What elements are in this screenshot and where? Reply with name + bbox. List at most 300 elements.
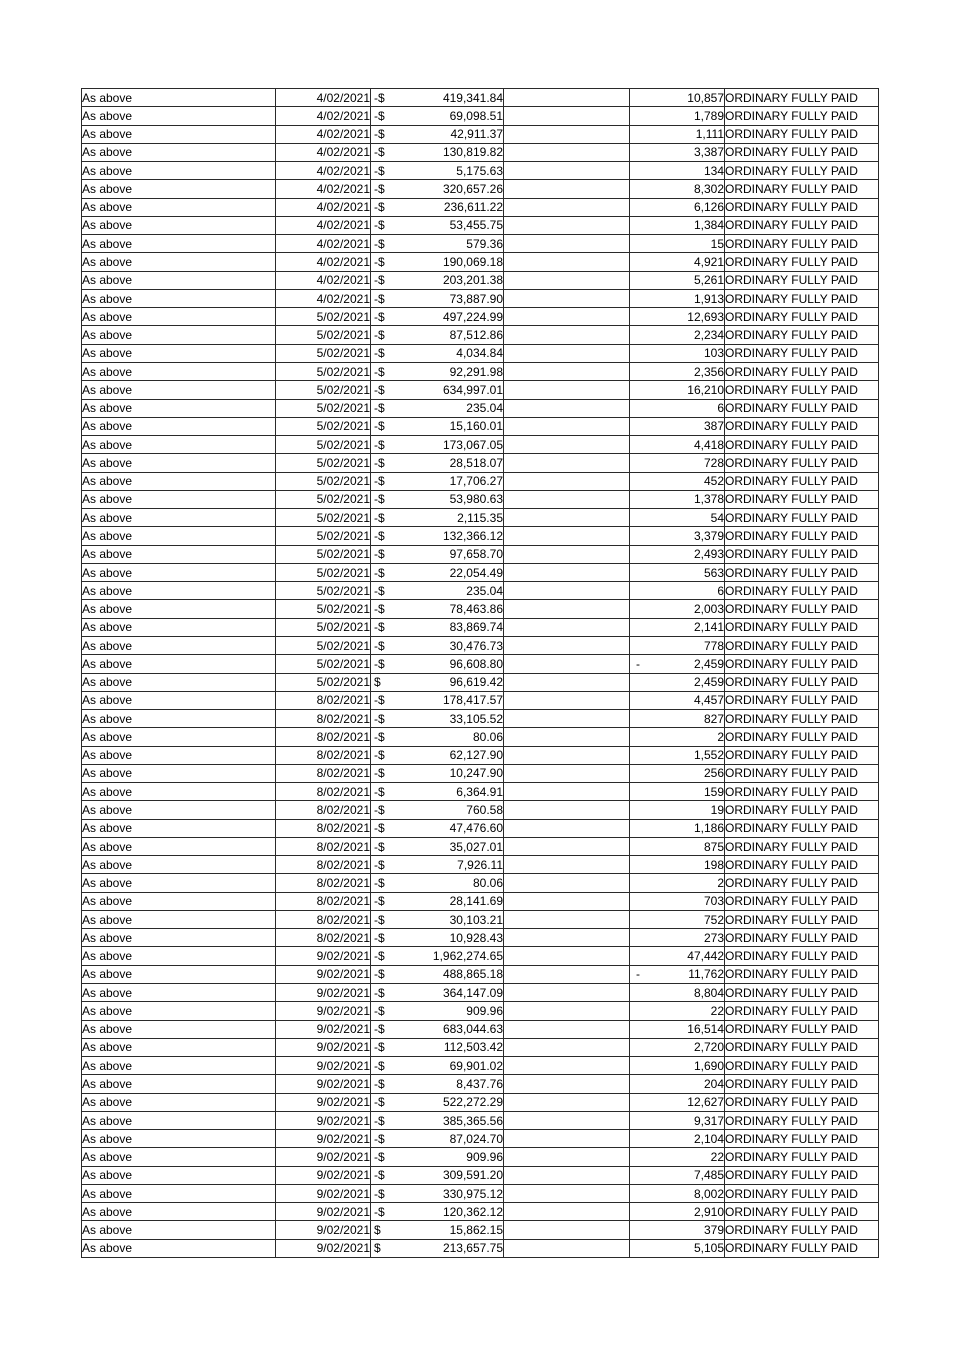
description-cell: As above [82, 728, 276, 746]
amount-cell [371, 198, 504, 216]
amount-value: 213,657.75 [442, 1241, 503, 1256]
security-type-cell: ORDINARY FULLY PAID [725, 874, 879, 892]
blank-cell [504, 892, 630, 910]
currency-sign: -$ [374, 236, 385, 251]
date-cell: 8/02/2021 [276, 783, 371, 801]
units-value: 12,693 [687, 309, 724, 324]
currency-sign: -$ [374, 1168, 385, 1183]
table-row [82, 947, 879, 965]
amount-cell [371, 965, 504, 983]
amount-cell [371, 344, 504, 362]
amount-cell [371, 417, 504, 435]
units-cell [630, 929, 725, 947]
amount-value: 320,657.26 [442, 181, 503, 196]
description-cell: As above [82, 417, 276, 435]
blank-cell [504, 107, 630, 125]
date-cell: 4/02/2021 [276, 107, 371, 125]
units-cell [630, 673, 725, 691]
units-cell [630, 655, 725, 673]
date-cell: 9/02/2021 [276, 1221, 371, 1239]
date-cell: 8/02/2021 [276, 892, 371, 910]
amount-cell [371, 600, 504, 618]
table-row [82, 892, 879, 910]
amount-value: 235.04 [466, 583, 503, 598]
description-cell: As above [82, 1239, 276, 1257]
units-cell [630, 545, 725, 563]
date-cell: 5/02/2021 [276, 436, 371, 454]
blank-cell [504, 783, 630, 801]
blank-cell [504, 362, 630, 380]
security-type-cell: ORDINARY FULLY PAID [725, 929, 879, 947]
table-row [82, 162, 879, 180]
blank-cell [504, 856, 630, 874]
amount-cell [371, 582, 504, 600]
table-row [82, 819, 879, 837]
amount-value: 87,512.86 [449, 328, 503, 343]
amount-cell [371, 1221, 504, 1239]
amount-cell [371, 655, 504, 673]
description-cell: As above [82, 929, 276, 947]
currency-sign: -$ [374, 200, 385, 215]
units-value: 16,210 [687, 382, 724, 397]
amount-value: 35,027.01 [449, 839, 503, 854]
units-value: 7,485 [693, 1168, 724, 1183]
date-cell: 8/02/2021 [276, 874, 371, 892]
description-cell: As above [82, 143, 276, 161]
amount-value: 909.96 [466, 1003, 503, 1018]
date-cell: 9/02/2021 [276, 947, 371, 965]
table-row [82, 436, 879, 454]
units-cell [630, 454, 725, 472]
date-cell: 5/02/2021 [276, 362, 371, 380]
table-row [82, 563, 879, 581]
units-cell [630, 636, 725, 654]
table-row [82, 308, 879, 326]
blank-cell [504, 764, 630, 782]
security-type-cell: ORDINARY FULLY PAID [725, 691, 879, 709]
date-cell: 4/02/2021 [276, 125, 371, 143]
units-value: 6 [717, 583, 724, 598]
units-cell [630, 1239, 725, 1257]
date-cell: 4/02/2021 [276, 216, 371, 234]
table-row [82, 143, 879, 161]
units-cell [630, 1093, 725, 1111]
units-cell [630, 527, 725, 545]
date-cell: 4/02/2021 [276, 271, 371, 289]
blank-cell [504, 381, 630, 399]
units-cell [630, 198, 725, 216]
units-cell [630, 490, 725, 508]
amount-value: 10,928.43 [449, 930, 503, 945]
currency-sign: -$ [374, 930, 385, 945]
units-value: 1,552 [693, 748, 724, 763]
description-cell: As above [82, 965, 276, 983]
security-type-cell: ORDINARY FULLY PAID [725, 1111, 879, 1129]
security-type-cell: ORDINARY FULLY PAID [725, 600, 879, 618]
security-type-cell: ORDINARY FULLY PAID [725, 527, 879, 545]
blank-cell [504, 1111, 630, 1129]
blank-cell [504, 673, 630, 691]
table-row [82, 582, 879, 600]
table-row [82, 253, 879, 271]
currency-sign: -$ [374, 291, 385, 306]
units-value: 54 [710, 510, 724, 525]
currency-sign: -$ [374, 912, 385, 927]
description-cell: As above [82, 618, 276, 636]
security-type-cell: ORDINARY FULLY PAID [725, 1093, 879, 1111]
description-cell: As above [82, 162, 276, 180]
date-cell: 5/02/2021 [276, 545, 371, 563]
share-transactions-table [81, 88, 879, 1258]
description-cell: As above [82, 271, 276, 289]
blank-cell [504, 929, 630, 947]
table-row [82, 746, 879, 764]
blank-cell [504, 947, 630, 965]
amount-value: 634,997.01 [442, 382, 503, 397]
units-cell [630, 1166, 725, 1184]
table-row [82, 710, 879, 728]
amount-cell [371, 527, 504, 545]
security-type-cell: ORDINARY FULLY PAID [725, 509, 879, 527]
date-cell: 8/02/2021 [276, 856, 371, 874]
description-cell: As above [82, 1075, 276, 1093]
date-cell: 4/02/2021 [276, 89, 371, 107]
description-cell: As above [82, 1020, 276, 1038]
currency-sign: -$ [374, 547, 385, 562]
table-row [82, 764, 879, 782]
amount-value: 30,103.21 [449, 912, 503, 927]
currency-sign: -$ [374, 620, 385, 635]
amount-cell [371, 1038, 504, 1056]
security-type-cell: ORDINARY FULLY PAID [725, 253, 879, 271]
amount-value: 69,098.51 [449, 108, 503, 123]
security-type-cell: ORDINARY FULLY PAID [725, 454, 879, 472]
security-type-cell: ORDINARY FULLY PAID [725, 1148, 879, 1166]
currency-sign: -$ [374, 364, 385, 379]
security-type-cell: ORDINARY FULLY PAID [725, 271, 879, 289]
table-row [82, 107, 879, 125]
security-type-cell: ORDINARY FULLY PAID [725, 1221, 879, 1239]
currency-sign: -$ [374, 1204, 385, 1219]
amount-cell [371, 326, 504, 344]
table-row [82, 1075, 879, 1093]
description-cell: As above [82, 180, 276, 198]
amount-cell [371, 929, 504, 947]
amount-value: 683,044.63 [442, 1022, 503, 1037]
amount-value: 69,901.02 [449, 1058, 503, 1073]
security-type-cell: ORDINARY FULLY PAID [725, 563, 879, 581]
blank-cell [504, 819, 630, 837]
table-row [82, 399, 879, 417]
table-row [82, 984, 879, 1002]
currency-sign: -$ [374, 583, 385, 598]
table-row [82, 545, 879, 563]
units-value: 11,762 [688, 967, 724, 982]
units-value: 6 [717, 401, 724, 416]
currency-sign: -$ [374, 602, 385, 617]
amount-cell [371, 1057, 504, 1075]
units-value: 4,418 [693, 437, 724, 452]
date-cell: 4/02/2021 [276, 198, 371, 216]
amount-value: 330,975.12 [442, 1186, 503, 1201]
table-row [82, 600, 879, 618]
units-cell [630, 399, 725, 417]
amount-cell [371, 710, 504, 728]
table-row [82, 417, 879, 435]
security-type-cell: ORDINARY FULLY PAID [725, 235, 879, 253]
units-cell [630, 509, 725, 527]
table-row [82, 454, 879, 472]
security-type-cell: ORDINARY FULLY PAID [725, 143, 879, 161]
date-cell: 9/02/2021 [276, 1038, 371, 1056]
description-cell: As above [82, 746, 276, 764]
units-value: 2,910 [693, 1204, 724, 1219]
amount-cell [371, 984, 504, 1002]
amount-cell [371, 253, 504, 271]
amount-value: 120,362.12 [442, 1204, 503, 1219]
currency-sign: $ [374, 1241, 381, 1256]
currency-sign: -$ [374, 766, 385, 781]
units-value: 4,921 [693, 255, 724, 270]
units-value: 563 [703, 565, 724, 580]
security-type-cell: ORDINARY FULLY PAID [725, 308, 879, 326]
units-value: 12,627 [687, 1095, 724, 1110]
description-cell: As above [82, 563, 276, 581]
units-value: 1,789 [693, 108, 724, 123]
amount-value: 53,980.63 [449, 492, 503, 507]
table-row [82, 509, 879, 527]
blank-cell [504, 490, 630, 508]
blank-cell [504, 582, 630, 600]
units-cell [630, 143, 725, 161]
amount-cell [371, 490, 504, 508]
currency-sign: -$ [374, 857, 385, 872]
currency-sign: -$ [374, 729, 385, 744]
units-value: 2 [717, 876, 724, 891]
table-row [82, 1057, 879, 1075]
blank-cell [504, 1093, 630, 1111]
description-cell: As above [82, 198, 276, 216]
amount-cell [371, 89, 504, 107]
amount-value: 385,365.56 [442, 1113, 503, 1128]
security-type-cell: ORDINARY FULLY PAID [725, 180, 879, 198]
table-row [82, 180, 879, 198]
date-cell: 9/02/2021 [276, 1166, 371, 1184]
description-cell: As above [82, 1166, 276, 1184]
amount-value: 30,476.73 [449, 638, 503, 653]
currency-sign: -$ [374, 1058, 385, 1073]
table-row [82, 1002, 879, 1020]
description-cell: As above [82, 509, 276, 527]
currency-sign: -$ [374, 985, 385, 1000]
amount-cell [371, 673, 504, 691]
description-cell: As above [82, 1057, 276, 1075]
amount-cell [371, 308, 504, 326]
description-cell: As above [82, 947, 276, 965]
amount-value: 909.96 [466, 1150, 503, 1165]
units-value: 204 [703, 1076, 724, 1091]
units-value: 159 [703, 784, 724, 799]
blank-cell [504, 545, 630, 563]
date-cell: 9/02/2021 [276, 1111, 371, 1129]
table-row [82, 1130, 879, 1148]
description-cell: As above [82, 527, 276, 545]
amount-cell [371, 509, 504, 527]
table-row [82, 490, 879, 508]
units-cell [630, 472, 725, 490]
blank-cell [504, 216, 630, 234]
units-value: 134 [703, 163, 724, 178]
amount-cell [371, 1148, 504, 1166]
amount-value: 7,926.11 [457, 857, 503, 872]
blank-cell [504, 1184, 630, 1202]
description-cell: As above [82, 89, 276, 107]
amount-value: 5,175.63 [456, 163, 503, 178]
description-cell: As above [82, 856, 276, 874]
blank-cell [504, 289, 630, 307]
units-cell [630, 436, 725, 454]
description-cell: As above [82, 673, 276, 691]
units-value: 198 [703, 857, 724, 872]
currency-sign: -$ [374, 1076, 385, 1091]
security-type-cell: ORDINARY FULLY PAID [725, 1057, 879, 1075]
security-type-cell: ORDINARY FULLY PAID [725, 381, 879, 399]
currency-sign: -$ [374, 437, 385, 452]
table-row [82, 326, 879, 344]
description-cell: As above [82, 326, 276, 344]
security-type-cell: ORDINARY FULLY PAID [725, 965, 879, 983]
amount-cell [371, 728, 504, 746]
amount-cell [371, 162, 504, 180]
date-cell: 5/02/2021 [276, 344, 371, 362]
units-cell [630, 417, 725, 435]
date-cell: 4/02/2021 [276, 235, 371, 253]
currency-sign: -$ [374, 784, 385, 799]
table-row [82, 618, 879, 636]
amount-cell [371, 1166, 504, 1184]
currency-sign: -$ [374, 1022, 385, 1037]
currency-sign: -$ [374, 309, 385, 324]
date-cell: 9/02/2021 [276, 1239, 371, 1257]
table-row [82, 1093, 879, 1111]
security-type-cell: ORDINARY FULLY PAID [725, 1239, 879, 1257]
units-cell [630, 728, 725, 746]
amount-value: 15,160.01 [449, 419, 503, 434]
units-cell [630, 984, 725, 1002]
amount-value: 2,115.35 [457, 510, 503, 525]
amount-value: 17,706.27 [449, 474, 503, 489]
amount-cell [371, 1075, 504, 1093]
currency-sign: -$ [374, 401, 385, 416]
security-type-cell: ORDINARY FULLY PAID [725, 1184, 879, 1202]
units-value: 22 [710, 1150, 724, 1165]
date-cell: 9/02/2021 [276, 965, 371, 983]
table-row [82, 362, 879, 380]
blank-cell [504, 1239, 630, 1257]
blank-cell [504, 89, 630, 107]
security-type-cell: ORDINARY FULLY PAID [725, 618, 879, 636]
amount-value: 33,105.52 [449, 711, 503, 726]
amount-value: 42,911.37 [450, 127, 503, 142]
amount-cell [371, 819, 504, 837]
units-cell [630, 947, 725, 965]
units-cell [630, 1148, 725, 1166]
amount-cell [371, 563, 504, 581]
date-cell: 8/02/2021 [276, 819, 371, 837]
currency-sign: -$ [374, 565, 385, 580]
description-cell: As above [82, 472, 276, 490]
amount-cell [371, 1111, 504, 1129]
blank-cell [504, 180, 630, 198]
units-value: 3,379 [693, 529, 724, 543]
amount-cell [371, 399, 504, 417]
blank-cell [504, 326, 630, 344]
description-cell: As above [82, 710, 276, 728]
currency-sign: -$ [374, 1003, 385, 1018]
amount-value: 364,147.09 [442, 985, 503, 1000]
units-value: 452 [703, 474, 724, 489]
blank-cell [504, 910, 630, 928]
currency-sign: -$ [374, 1040, 385, 1055]
table-row [82, 235, 879, 253]
currency-sign: -$ [374, 382, 385, 397]
units-value: 752 [703, 912, 724, 927]
amount-value: 178,417.57 [442, 693, 503, 708]
amount-value: 488,865.18 [442, 967, 503, 982]
units-value: 1,913 [693, 291, 724, 306]
description-cell: As above [82, 837, 276, 855]
amount-value: 419,341.84 [442, 90, 503, 105]
amount-value: 112,503.42 [443, 1040, 503, 1055]
date-cell: 9/02/2021 [276, 1203, 371, 1221]
units-value: 1,384 [693, 218, 724, 233]
units-value: 103 [703, 346, 724, 361]
amount-value: 579.36 [466, 236, 503, 251]
amount-value: 130,819.82 [442, 145, 503, 160]
amount-value: 132,366.12 [442, 529, 503, 543]
date-cell: 8/02/2021 [276, 764, 371, 782]
date-cell: 5/02/2021 [276, 582, 371, 600]
table-row [82, 728, 879, 746]
date-cell: 5/02/2021 [276, 509, 371, 527]
date-cell: 5/02/2021 [276, 399, 371, 417]
units-cell [630, 764, 725, 782]
units-cell [630, 253, 725, 271]
amount-cell [371, 746, 504, 764]
security-type-cell: ORDINARY FULLY PAID [725, 1075, 879, 1093]
amount-cell [371, 783, 504, 801]
currency-sign: -$ [374, 474, 385, 489]
security-type-cell: ORDINARY FULLY PAID [725, 125, 879, 143]
date-cell: 9/02/2021 [276, 1148, 371, 1166]
blank-cell [504, 454, 630, 472]
units-cell [630, 289, 725, 307]
blank-cell [504, 710, 630, 728]
currency-sign: -$ [374, 1150, 385, 1165]
units-value: 387 [703, 419, 724, 434]
table-row [82, 837, 879, 855]
amount-value: 8,437.76 [456, 1076, 503, 1091]
table-row [82, 1184, 879, 1202]
table-row [82, 1166, 879, 1184]
amount-value: 53,455.75 [449, 218, 503, 233]
units-value: 2 [717, 729, 724, 744]
blank-cell [504, 344, 630, 362]
amount-value: 1,962,274.65 [432, 949, 503, 964]
amount-value: 173,067.05 [442, 437, 503, 452]
date-cell: 8/02/2021 [276, 746, 371, 764]
security-type-cell: ORDINARY FULLY PAID [725, 1002, 879, 1020]
